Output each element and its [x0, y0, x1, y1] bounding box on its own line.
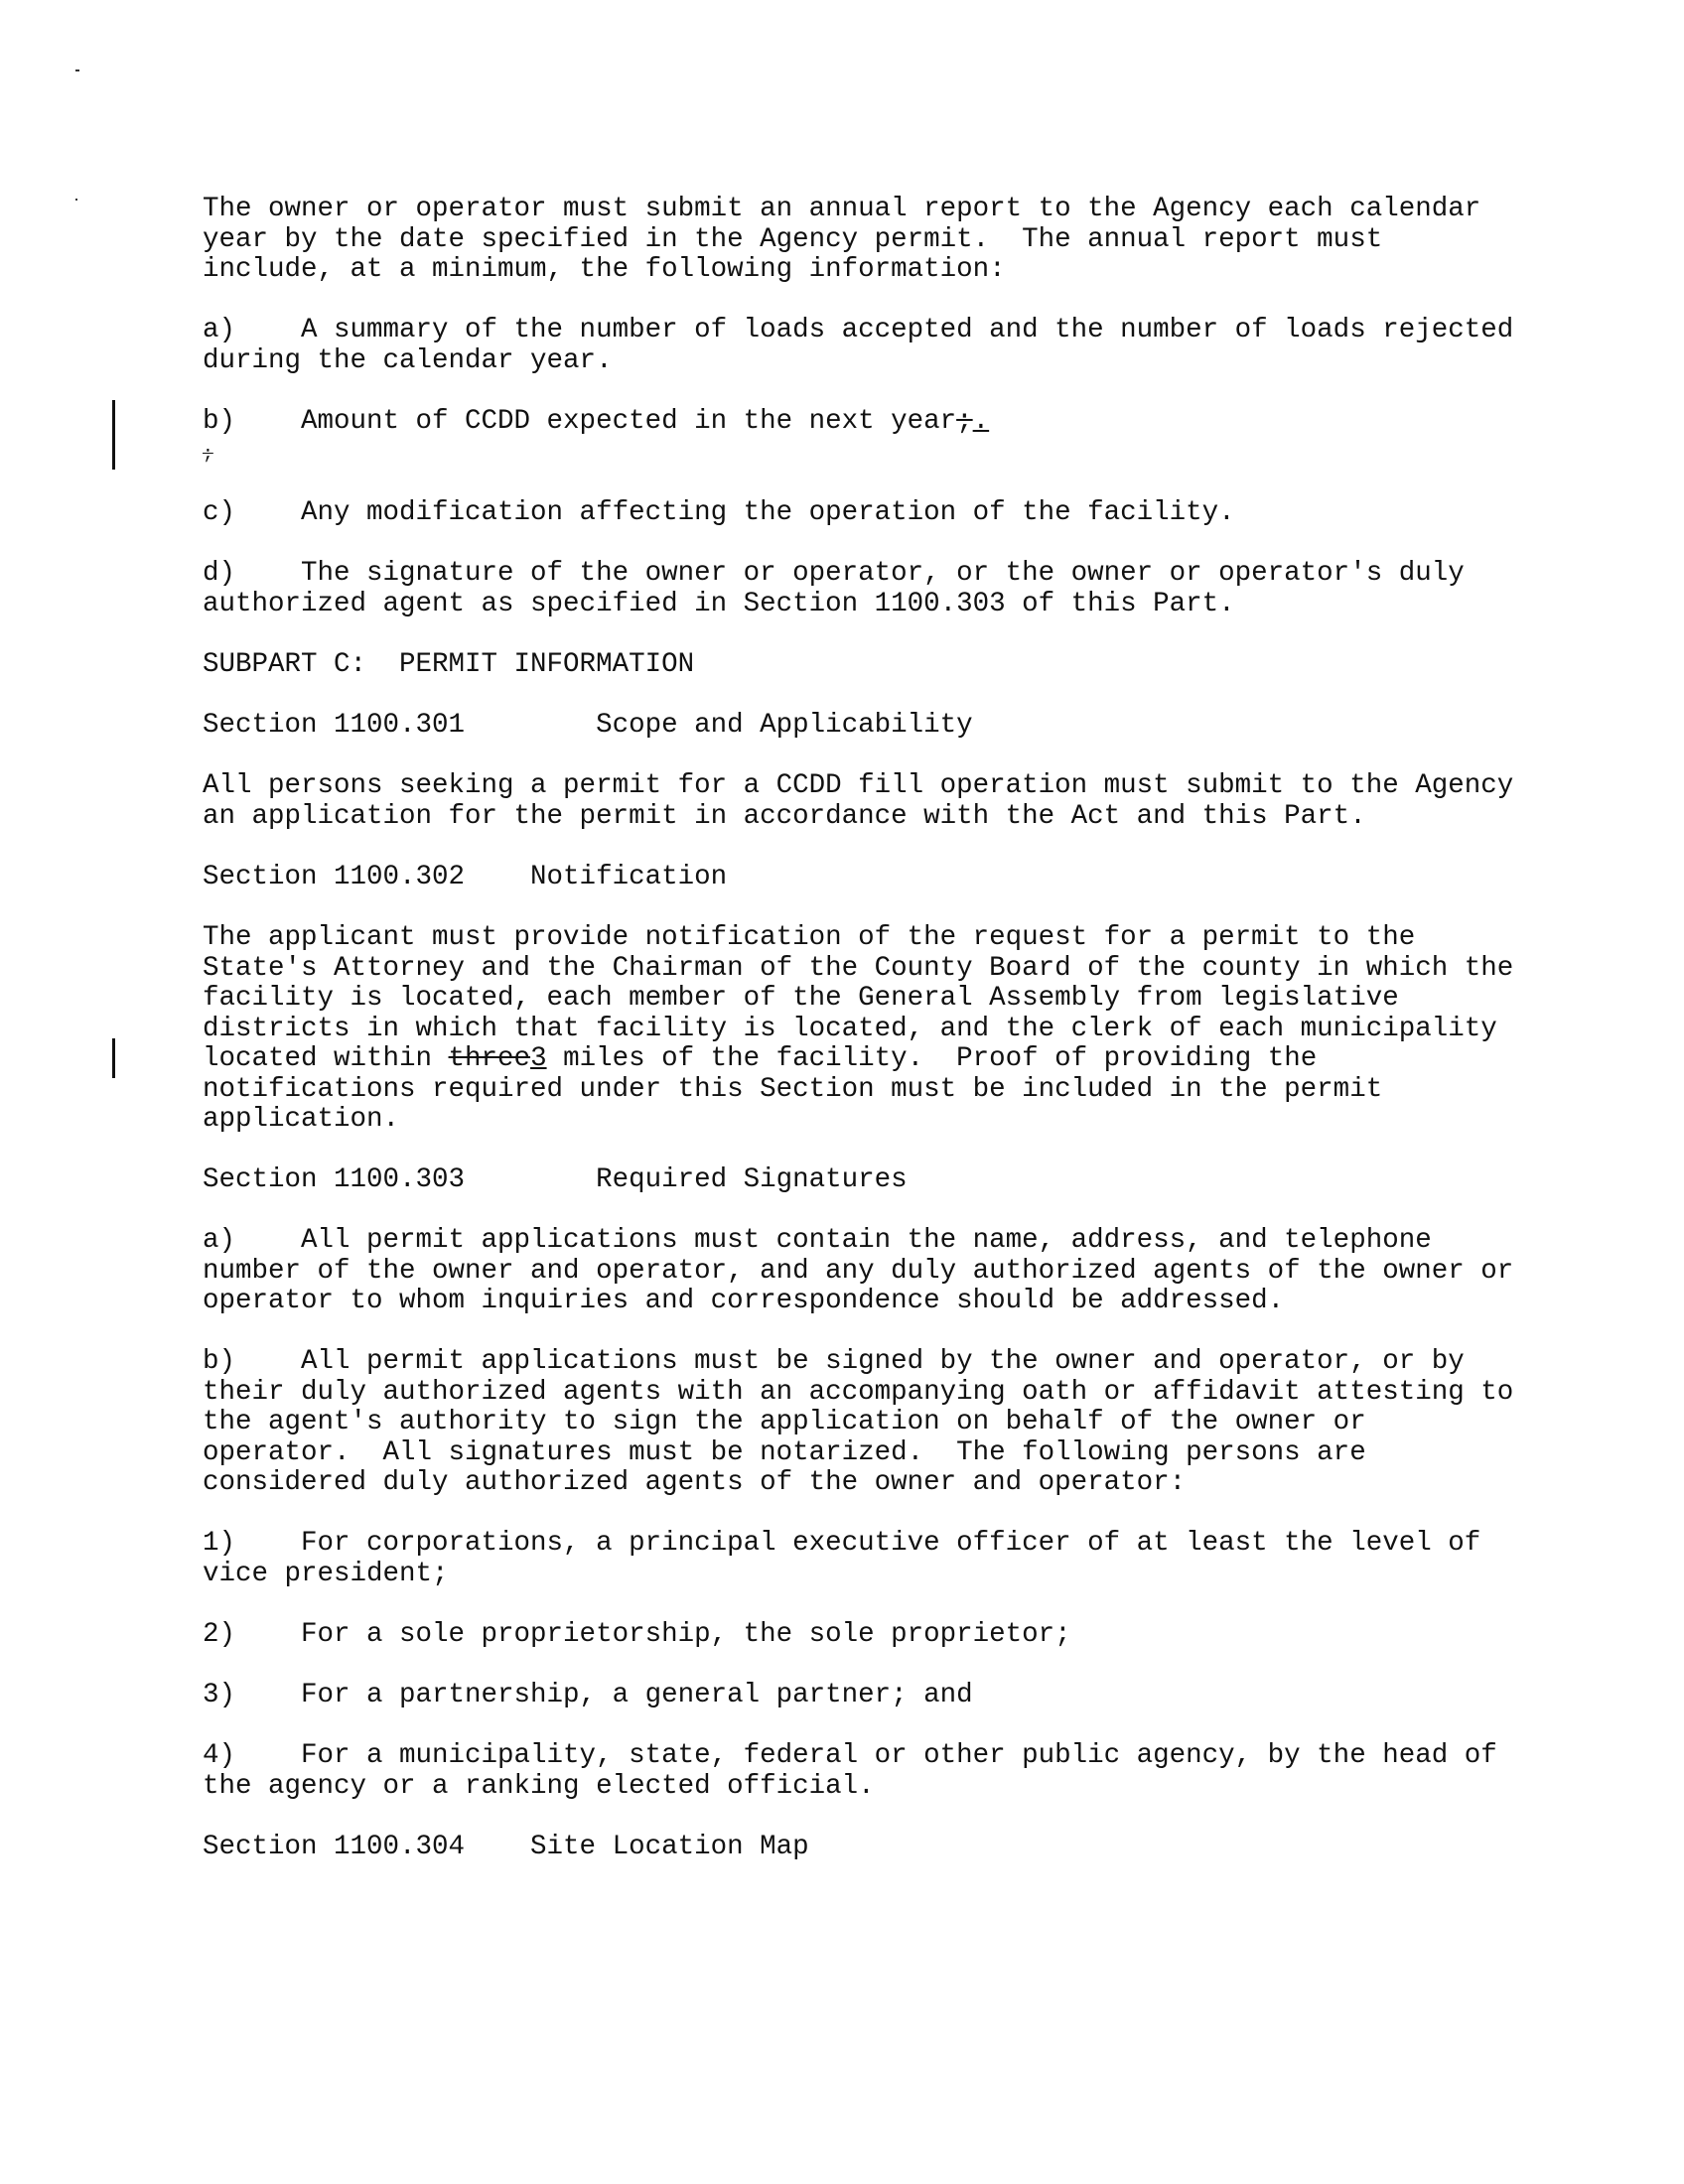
section-303-heading — [203, 1165, 908, 1196]
intro-line: year by the date specified in the Agency permit. The annual report must — [203, 223, 1383, 255]
item-c-text: c) Any modification affecting the operation of the facility. — [203, 497, 1235, 528]
item-a — [203, 316, 1513, 376]
body-line: 2) For a sole proprietorship, the sole proprietor; — [203, 1619, 1071, 1650]
item-a-line: a) A summary of the number of loads accepted and the number of loads rejected — [203, 315, 1514, 345]
change-bar — [112, 400, 115, 470]
section-303-a — [203, 1226, 1513, 1317]
item-d — [203, 559, 1465, 619]
scan-speck — [75, 199, 77, 201]
section-302-body — [203, 923, 1513, 1136]
section-301-body — [203, 771, 1513, 832]
section-303-item-3 — [203, 1681, 973, 1711]
stray-deleted-text: ; — [203, 444, 213, 465]
section-heading: Section 1100.302 Notification — [203, 862, 728, 892]
section-303-item-1 — [203, 1529, 1480, 1589]
item-b — [203, 407, 989, 470]
item-c — [203, 498, 1235, 529]
body-line: notifications required under this Section must be included in the permit — [203, 1073, 1383, 1105]
item-d-line: authorized agent as specified in Section 1100.303 of this Part. — [203, 588, 1235, 619]
body-line: operator. All signatures must be notarized. The following persons are — [203, 1436, 1366, 1468]
intro-paragraph — [203, 195, 1480, 286]
item-b-text: b) Amount of CCDD expected in the next year — [203, 406, 957, 437]
body-line: the agent's authority to sign the application on behalf of the owner or — [203, 1407, 1366, 1437]
body-line: an application for the permit in accordance with the Act and this Part. — [203, 800, 1366, 832]
body-line: facility is located, each member of the General Assembly from legislative — [203, 983, 1399, 1014]
deleted-text: three — [448, 1043, 531, 1074]
body-line: the agency or a ranking elected official. — [203, 1770, 875, 1802]
body-line: their duly authorized agents with an accompanying oath or affidavit attesting to — [203, 1376, 1514, 1408]
body-line: All persons seeking a permit for a CCDD fill operation must submit to the Agency — [203, 770, 1514, 801]
section-301-heading — [203, 711, 973, 742]
body-line: application. — [203, 1104, 400, 1135]
section-303-item-2 — [203, 1620, 1071, 1651]
body-line: b) All permit applications must be signed by the owner and operator, or by — [203, 1346, 1465, 1377]
body-line: 4) For a municipality, state, federal or other public agency, by the head of — [203, 1740, 1497, 1771]
section-303-b — [203, 1347, 1513, 1499]
subpart-title: SUBPART C: PERMIT INFORMATION — [203, 649, 695, 680]
body-line: districts in which that facility is located, and the clerk of each municipality — [203, 1013, 1497, 1044]
intro-line: The owner or operator must submit an annual report to the Agency each calendar — [203, 194, 1481, 224]
body-line-pre: located within — [203, 1043, 449, 1074]
body-line: 1) For corporations, a principal executive officer of at least the level of — [203, 1528, 1481, 1559]
section-304-heading — [203, 1833, 809, 1863]
inserted-text: . — [972, 406, 990, 437]
section-heading: Section 1100.301 Scope and Applicability — [203, 710, 973, 741]
inserted-text: 3 — [530, 1043, 547, 1074]
deleted-text: ; — [956, 406, 973, 437]
body-line: vice president; — [203, 1558, 449, 1589]
body-line: a) All permit applications must contain the name, address, and telephone — [203, 1225, 1432, 1256]
body-line: State's Attorney and the Chairman of the County Board of the county in which the — [203, 952, 1514, 984]
body-line: considered duly authorized agents of the owner and operator: — [203, 1467, 1187, 1498]
body-line: operator to whom inquiries and correspondence should be addressed. — [203, 1286, 1285, 1316]
subpart-heading — [203, 650, 694, 681]
section-heading: Section 1100.304 Site Location Map — [203, 1832, 809, 1862]
section-303-item-4 — [203, 1741, 1497, 1802]
item-d-line: d) The signature of the owner or operator, or the owner or operator's duly — [203, 558, 1465, 589]
scan-speck — [75, 69, 79, 71]
body-line: number of the owner and operator, and any duly authorized agents of the owner or — [203, 1255, 1514, 1287]
body-line: 3) For a partnership, a general partner; and — [203, 1680, 973, 1710]
item-a-line: during the calendar year. — [203, 344, 613, 376]
intro-line: include, at a minimum, the following information: — [203, 254, 1006, 285]
section-302-heading — [203, 863, 727, 893]
section-heading: Section 1100.303 Required Signatures — [203, 1164, 908, 1195]
body-line: The applicant must provide notification of the request for a permit to the — [203, 922, 1416, 953]
body-line-post: miles of the facility. Proof of providing the — [546, 1043, 1318, 1074]
change-bar — [112, 1038, 115, 1078]
